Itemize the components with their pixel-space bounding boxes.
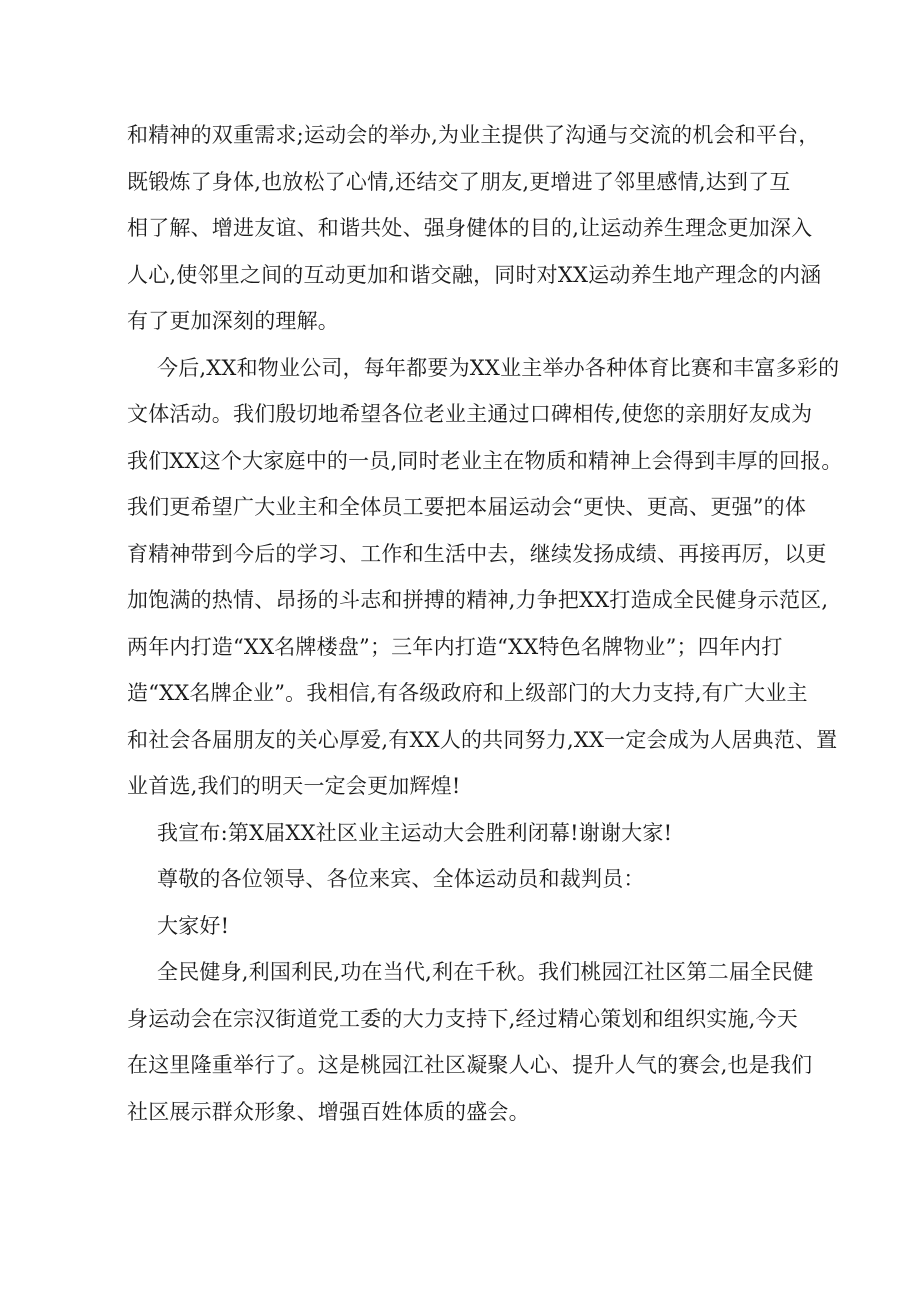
paragraph-5 bbox=[127, 903, 807, 950]
paragraph-4 bbox=[127, 856, 807, 903]
text-line: 两年内打造“XX名牌楼盘”；三年内打造“XX特色名牌物业”；四年内打 bbox=[127, 634, 783, 659]
text-line: 育精神带到今后的学习、工作和生活中去，继续发扬成绩、再接再厉，以更 bbox=[127, 541, 827, 566]
text-line: 在这里隆重举行了。这是桃园江社区凝聚人心、提升人气的赛会,也是我们 bbox=[127, 1053, 813, 1077]
text-line: 社区展示群众形象、增强百姓体质的盛会。 bbox=[127, 1099, 530, 1124]
text-line: 有了更加深刻的理解。 bbox=[127, 309, 339, 333]
paragraph-2 bbox=[127, 345, 843, 810]
paragraph-6 bbox=[127, 949, 814, 1135]
paragraph-3 bbox=[127, 810, 807, 857]
text-line: 和精神的双重需求;运动会的举办,为业主提供了沟通与交流的机会和平台， bbox=[127, 123, 820, 147]
text-line: 加饱满的热情、昂扬的斗志和拼搏的精神,力争把XX打造成全民健身示范区, bbox=[127, 588, 829, 612]
text-line: 尊敬的各位领导、各位来宾、全体运动员和裁判员： bbox=[157, 867, 645, 891]
text-line: 今后,XX和物业公司，每年都要为XX业主举办各种体育比赛和丰富多彩的 bbox=[157, 355, 840, 380]
text-line: 全民健身,利国利民,功在当代,利在千秋。我们桃园江社区第二届全民健 bbox=[157, 960, 814, 984]
text-line: 我宣布:第X届XX社区业主运动大会胜利闭幕!谢谢大家! bbox=[157, 820, 673, 845]
text-line: 我们更希望广大业主和全体员工要把本届运动会“更快、更高、更强”的体 bbox=[127, 495, 807, 519]
text-line: 和社会各届朋友的关心厚爱,有XX人的共同努力,XX一定会成为人居典范、置 bbox=[127, 727, 838, 752]
text-line: 我们XX这个大家庭中的一员,同时老业主在物质和精神上会得到丰厚的回报。 bbox=[127, 448, 843, 473]
text-line: 身运动会在宗汉街道党工委的大力支持下,经过精心策划和组织实施,今天 bbox=[127, 1006, 798, 1031]
paragraph-1 bbox=[127, 112, 822, 345]
text-line: 人心,使邻里之间的互动更加和谐交融，同时对XX运动养生地产理念的内涵 bbox=[127, 262, 822, 287]
text-line: 既锻炼了身体,也放松了心情,还结交了朋友,更增进了邻里感情,达到了互 bbox=[127, 169, 791, 194]
text-line: 业首选,我们的明天一定会更加辉煌! bbox=[127, 774, 461, 798]
text-line: 相了解、增进友谊、和谐共处、强身健体的目的,让运动养生理念更加深入 bbox=[127, 216, 813, 240]
document-body bbox=[127, 112, 843, 1135]
text-line: 文体活动。我们殷切地希望各位老业主通过口碑相传,使您的亲朋好友成为 bbox=[127, 402, 813, 426]
text-line: 大家好! bbox=[157, 913, 230, 938]
text-line: 造“XX名牌企业”。我相信,有各级政府和上级部门的大力支持,有广大业主 bbox=[127, 681, 808, 705]
